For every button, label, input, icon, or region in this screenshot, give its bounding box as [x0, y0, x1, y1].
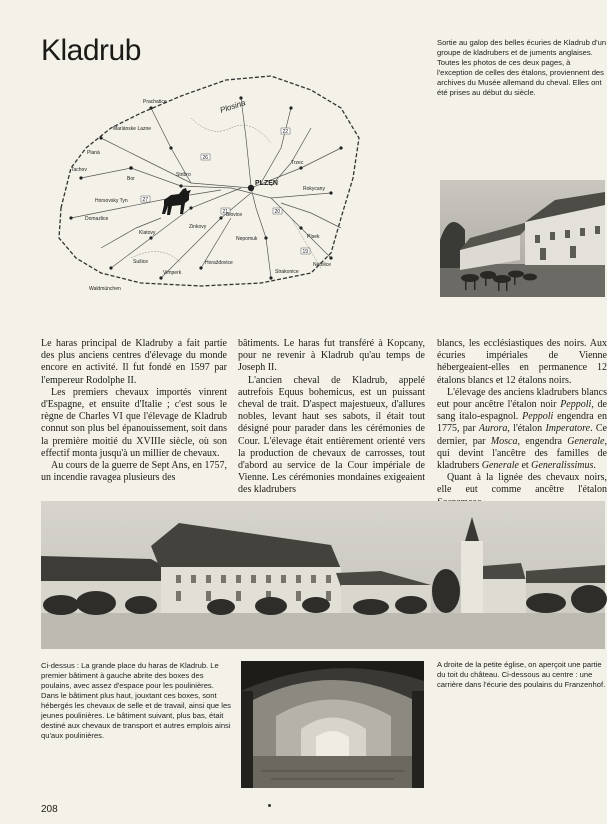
- map-label: Netolice: [313, 262, 332, 268]
- caption-right: A droite de la petite église, on aperçoit une partie du toit du château. Ci-dessous au centre : une carrière dans l'écurie des poulains du Franzenhof.: [437, 660, 606, 689]
- map-label: Trzec: [291, 160, 304, 166]
- caption-top: Sortie au galop des belles écuries de Kladrub d'un groupe de kladrubers et de juments anglaises. Toutes les photos de ces deux pages, à l'exception de celles des étalons, proviennent des archives du Musée allemand du cheval. Elles ont été prises au début du siècle.: [437, 38, 607, 97]
- map-label: Blovice: [226, 212, 243, 218]
- map-label: Stribro: [176, 172, 191, 178]
- map-label: Vimperk: [163, 270, 182, 276]
- map-label: Waldmünchen: [89, 286, 121, 292]
- map-label: Rokycany: [303, 186, 325, 192]
- paragraph: Les premiers chevaux importés vinrent d'Espagne, et ensuite d'Italie ; c'est sous le règne de Charles VI que l'élevage de Kladrub connut son plus bel épanouissement, soit dans la première moitié du XVIIIe siècle, où son effectif monta jusqu'à un millier de chevaux.: [41, 386, 227, 459]
- decorative-dot: [268, 804, 271, 807]
- map-label: Mariánske Lazne: [113, 126, 152, 132]
- caption-left: Ci-dessus : La grande place du haras de Kladrub. Le premier bâtiment à gauche abrite des boxes des poulains, avec assez d'espace pour les poulinières. Dans le bâtiment plus haut, jouxtant ces boxes, sont hébergés les chevaux de selle et de travail, ainsi que les jeunes poulinières. Le bâtiment suivant, plus bas, était destiné aux chevaux de transport et autres emplois ainsi qu'aux poulinières.: [41, 661, 231, 740]
- map-label: Zinkovy: [189, 224, 207, 230]
- paragraph: Au cours de la guerre de Sept Ans, en 1757, un incendie ravagea plusieurs des: [41, 460, 227, 484]
- road-number: 27: [142, 197, 149, 203]
- map-label: Horsovsky Tyn: [95, 198, 128, 204]
- paragraph: L'élevage des anciens kladrubers blancs eut pour ancêtre l'étalon noir Peppoli, de sang italo-espagnol. Peppoli engendra en 1775, par Aurora, l'étalon Imperatore. Ce dernier, par Mosca, engendra Generale, qui devint l'ancêtre des familles de kladrubers Generale et Generalissimus.: [437, 386, 607, 472]
- map-label: Bor: [127, 176, 135, 182]
- paragraph: Quant à la lignée des chevaux noirs, elle eut comme ancêtre l'étalon: [437, 472, 607, 496]
- text-column-3: [437, 338, 607, 509]
- photo-horses-galloping: [440, 180, 605, 297]
- page-title: Kladrub: [41, 34, 141, 67]
- map-label: Klatovy: [139, 230, 156, 236]
- map-label: PLZEN: [255, 180, 278, 187]
- text-column-1: [41, 338, 227, 484]
- map-label: Domazlice: [85, 216, 109, 222]
- map-label: Strakonice: [275, 269, 299, 275]
- road-number: 20: [274, 209, 281, 215]
- paragraph: blancs, les ecclésiastiques des noirs. Aux écuries impériales de Vienne hébergeaient-elles en permanence 12 étalons blancs et 12 étalons noirs.: [437, 338, 607, 386]
- map-label: Písek: [307, 234, 320, 240]
- road-number: 22: [282, 129, 289, 135]
- map-label: Plosina: [218, 98, 247, 115]
- road-number: 26: [202, 155, 209, 161]
- paragraph: bâtiments. Le haras fut transféré à Kopcany, pour ne revenir à Kladrub qu'au temps de Joseph II.: [238, 338, 425, 374]
- photo-stable-corridor: [241, 661, 424, 788]
- map-label: Tachov: [71, 167, 87, 173]
- road-number: 21: [222, 209, 229, 215]
- map-label: Sušice: [133, 259, 149, 265]
- photo-stud-square: [41, 501, 605, 649]
- paragraph: L'ancien cheval de Kladrub, appelé autrefois Equus bohemicus, est un puissant cheval de trait. D'aspect majestueux, d'allures nobles, levant haut ses sabots, il était tout désigné pour parader dans les cérémonies de Cour. L'élevage était entièrement orienté vers la production de chevaux de carrosses, tout d'abord au service de la Cour impériale de Vienne. Les cérémonies mondaines exigeaient des kladrubers: [238, 374, 425, 496]
- map-label: Horaždovice: [205, 260, 233, 266]
- map-label: Planá: [87, 150, 100, 156]
- region-map: [41, 68, 370, 296]
- map-label: Prachatice: [143, 99, 167, 105]
- road-number: 19: [302, 249, 309, 255]
- page-number: 208: [41, 804, 58, 815]
- text-column-2: [238, 338, 425, 497]
- paragraph: Le haras principal de Kladruby a fait partie des plus anciens centres d'élevage du monde encore en activité. Il fut fondé en 1597 par l'empereur Rodolphe II.: [41, 338, 227, 386]
- map-label: Nepomuk: [236, 236, 258, 242]
